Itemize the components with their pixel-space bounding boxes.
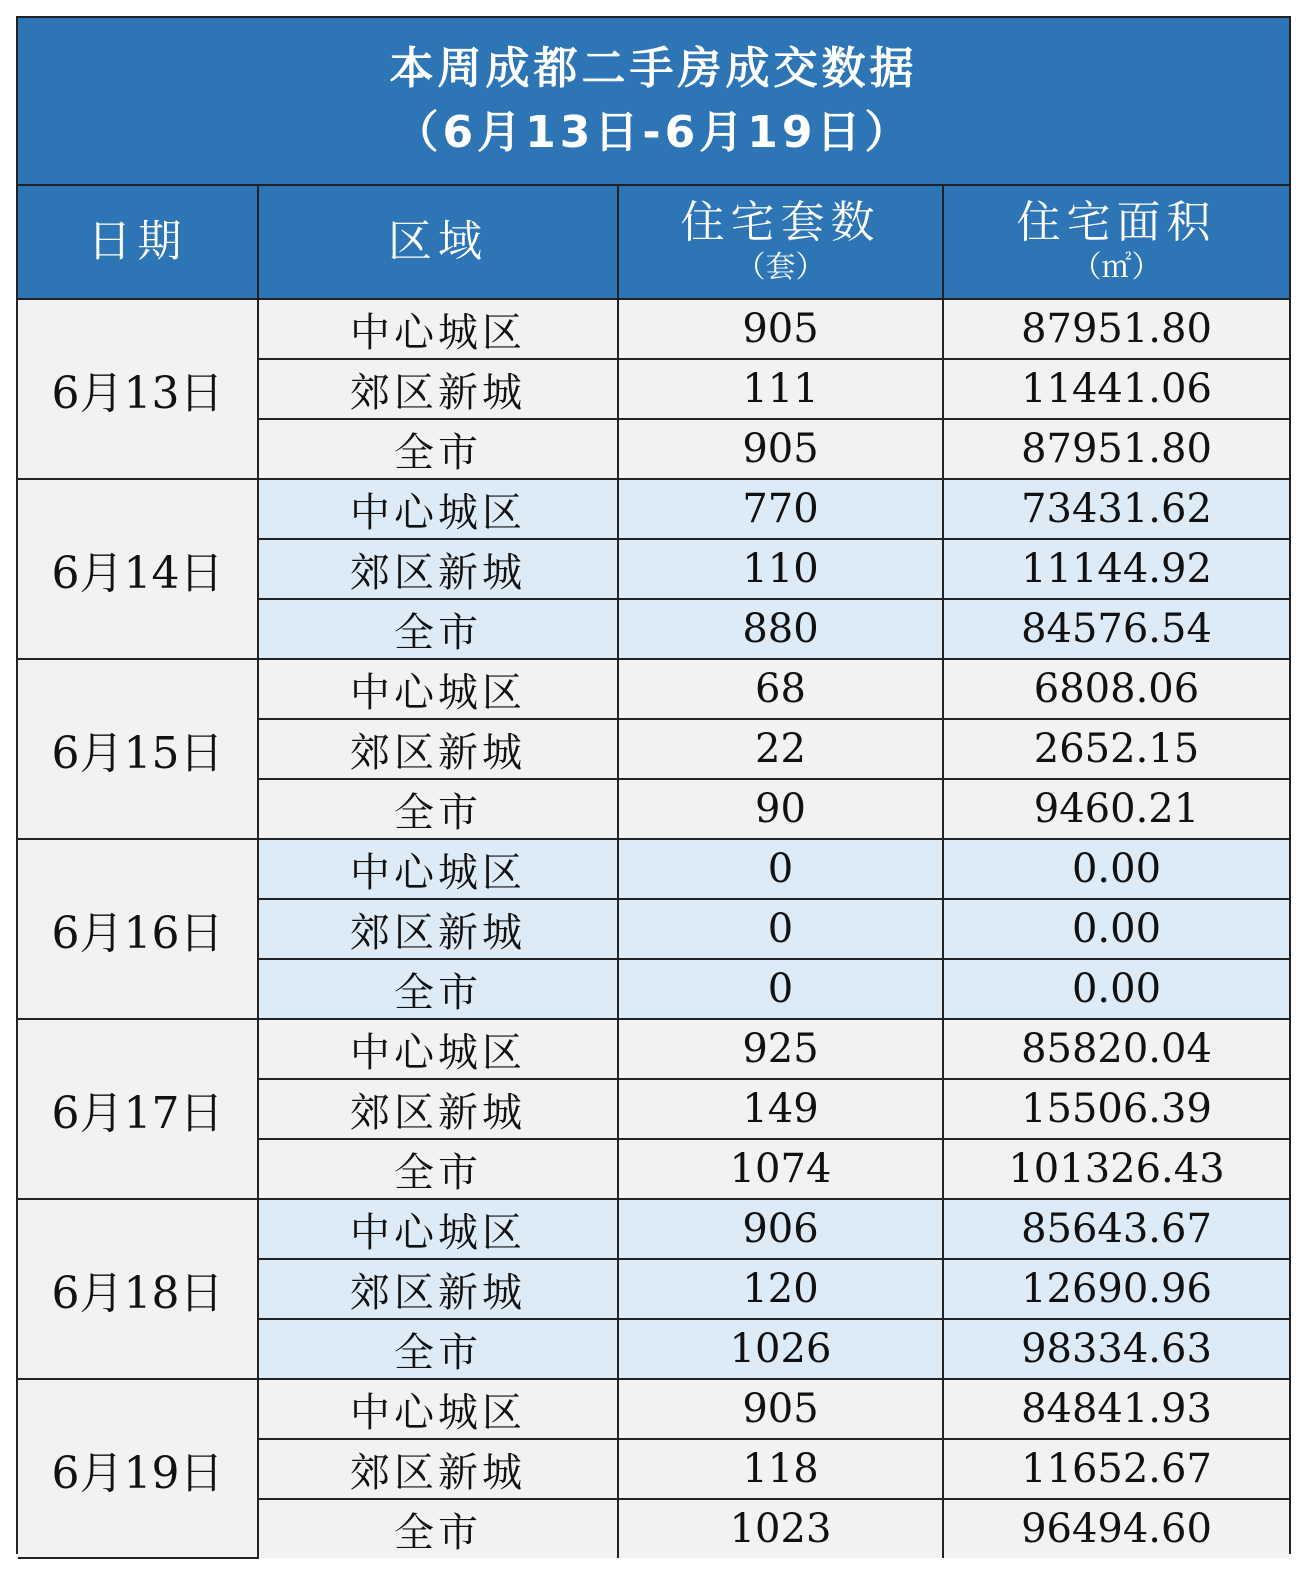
region-cell: 郊区新城: [258, 1079, 618, 1139]
units-cell: 149: [618, 1079, 943, 1139]
header-units-unit: （套）: [735, 250, 826, 285]
region-cell: 全市: [258, 779, 618, 839]
units-cell: 880: [618, 599, 943, 659]
units-cell: 118: [618, 1439, 943, 1499]
table-body: [18, 299, 1289, 1558]
region-cell: 郊区新城: [258, 719, 618, 779]
table-row: [18, 1379, 1289, 1439]
area-cell: 101326.43: [943, 1139, 1289, 1199]
region-cell: 中心城区: [258, 1379, 618, 1439]
units-cell: 110: [618, 539, 943, 599]
units-cell: 90: [618, 779, 943, 839]
data-sheet: [16, 16, 1291, 1554]
units-cell: 905: [618, 1379, 943, 1439]
units-cell: 925: [618, 1019, 943, 1079]
transaction-table: [18, 186, 1289, 1559]
table-row: [18, 1019, 1289, 1079]
header-units: 住宅套数 （套）: [618, 186, 943, 299]
title-date-range: （6月13日-6月19日）: [394, 107, 913, 158]
area-cell: 84841.93: [943, 1379, 1289, 1439]
date-cell: 6月17日: [18, 1019, 258, 1199]
units-cell: 906: [618, 1199, 943, 1259]
area-cell: 11144.92: [943, 539, 1289, 599]
area-cell: 85643.67: [943, 1199, 1289, 1259]
area-cell: 15506.39: [943, 1079, 1289, 1139]
region-cell: 郊区新城: [258, 1439, 618, 1499]
area-cell: 12690.96: [943, 1259, 1289, 1319]
table-row: [18, 1199, 1289, 1259]
table-row: [18, 659, 1289, 719]
date-cell: 6月19日: [18, 1379, 258, 1558]
table-row: [18, 839, 1289, 899]
area-cell: 73431.62: [943, 479, 1289, 539]
units-cell: 1023: [618, 1499, 943, 1558]
region-cell: 郊区新城: [258, 1259, 618, 1319]
region-cell: 全市: [258, 599, 618, 659]
region-cell: 郊区新城: [258, 359, 618, 419]
units-cell: 1074: [618, 1139, 943, 1199]
units-cell: 905: [618, 419, 943, 479]
header-region: 区域: [258, 186, 618, 299]
region-cell: 中心城区: [258, 839, 618, 899]
area-cell: 11441.06: [943, 359, 1289, 419]
area-cell: 98334.63: [943, 1319, 1289, 1379]
region-cell: 郊区新城: [258, 539, 618, 599]
region-cell: 中心城区: [258, 659, 618, 719]
units-cell: 22: [618, 719, 943, 779]
region-cell: 中心城区: [258, 479, 618, 539]
units-cell: 120: [618, 1259, 943, 1319]
region-cell: 中心城区: [258, 1019, 618, 1079]
header-row: [18, 186, 1289, 299]
date-cell: 6月16日: [18, 839, 258, 1019]
units-cell: 0: [618, 899, 943, 959]
table-title: [18, 18, 1289, 186]
title-main: 本周成都二手房成交数据: [389, 43, 918, 94]
header-area: 住宅面积 （㎡）: [943, 186, 1289, 299]
units-cell: 770: [618, 479, 943, 539]
table-row: [18, 479, 1289, 539]
date-cell: 6月15日: [18, 659, 258, 839]
area-cell: 9460.21: [943, 779, 1289, 839]
area-cell: 0.00: [943, 899, 1289, 959]
date-cell: 6月13日: [18, 299, 258, 479]
units-cell: 905: [618, 299, 943, 359]
region-cell: 中心城区: [258, 299, 618, 359]
units-cell: 1026: [618, 1319, 943, 1379]
region-cell: 全市: [258, 419, 618, 479]
area-cell: 0.00: [943, 839, 1289, 899]
header-date: 日期: [18, 186, 258, 299]
region-cell: 全市: [258, 959, 618, 1019]
table-row: [18, 299, 1289, 359]
region-cell: 全市: [258, 1319, 618, 1379]
header-area-unit: （㎡）: [1071, 250, 1162, 285]
units-cell: 0: [618, 839, 943, 899]
date-cell: 6月18日: [18, 1199, 258, 1379]
area-cell: 84576.54: [943, 599, 1289, 659]
area-cell: 96494.60: [943, 1499, 1289, 1558]
units-cell: 68: [618, 659, 943, 719]
area-cell: 0.00: [943, 959, 1289, 1019]
region-cell: 全市: [258, 1139, 618, 1199]
area-cell: 87951.80: [943, 299, 1289, 359]
units-cell: 0: [618, 959, 943, 1019]
region-cell: 郊区新城: [258, 899, 618, 959]
area-cell: 85820.04: [943, 1019, 1289, 1079]
region-cell: 中心城区: [258, 1199, 618, 1259]
units-cell: 111: [618, 359, 943, 419]
area-cell: 6808.06: [943, 659, 1289, 719]
region-cell: 全市: [258, 1499, 618, 1558]
date-cell: 6月14日: [18, 479, 258, 659]
area-cell: 11652.67: [943, 1439, 1289, 1499]
area-cell: 2652.15: [943, 719, 1289, 779]
area-cell: 87951.80: [943, 419, 1289, 479]
